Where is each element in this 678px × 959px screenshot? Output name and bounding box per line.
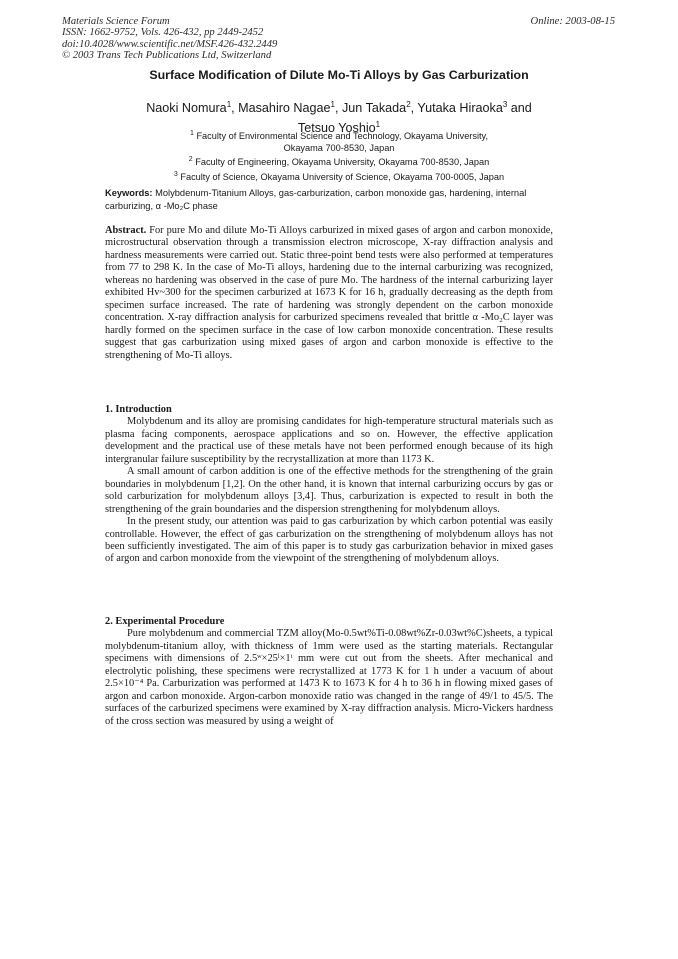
author-name: Jun Takada — [342, 101, 407, 116]
author-name: Tetsuo Yoshio — [297, 120, 376, 135]
experimental-section — [105, 616, 553, 728]
keywords — [105, 187, 555, 212]
keywords-text: Molybdenum-Titanium Alloys, gas-carburization, carbon monoxide gas, hardening, internal carburizing, α -Mo₂C phase — [105, 188, 527, 211]
section-heading: 1. Introduction — [105, 404, 172, 415]
copyright-line: © 2003 Trans Tech Publications Ltd, Switzerland — [62, 49, 272, 61]
author-affil-sup: 3 — [502, 100, 508, 109]
author-affil-sup: 1 — [330, 100, 335, 109]
author-affil-sup: 1 — [226, 100, 232, 109]
author-name: Masahiro Nagae — [238, 101, 331, 116]
abstract-text: For pure Mo and dilute Mo-Ti Alloys carburized in mixed gases of argon and carbon monoxide, microstructural observation through a transmission electron microscope, X-ray diffraction analysis and hardness measurements were carried out. Static three-point bend tests were also performed at temperatures from 77 to 298 K. In the case of Mo-Ti alloys, hardening due to the internal carburizing was recognized, whereas no hardening was observed in the case of pure Mo. The hardness of the internal carburizing layer exhibited Hv~300 for the specimen carburized at 1673 K for 16 h, gradually decreasing as the depth from specimen surface increased. The rate of hardening was strongly dependent on the carbon monoxide concentration. X-ray diffraction analysis for carburized specimens revealed that brittle α -Mo₂C layer was hardly formed on the specimen surface in the case of low carbon monoxide concentration. These results suggest that gas carburization using mixed gases of argon and carbon monoxide is effective to the strengthening of Mo-Ti alloys. — [105, 225, 553, 361]
abstract-label: Abstract. — [105, 225, 147, 236]
paragraph: In the present study, our attention was paid to gas carburization by which carbon potential was easily controllable. However, the effect of gas carburization on the strengthening of molybdenum alloys has not been sufficiently investigated. The aim of this paper is to study gas carburization behavior in mixed gases of argon and carbon monoxide from the viewpoint of the strengthening of molybdenum alloys. — [105, 516, 553, 565]
affil-text: Faculty of Science, Okayama University of Science, Okayama 700-0005, Japan — [180, 171, 505, 182]
affiliation-1-cont: Okayama 700-8530, Japan — [283, 143, 395, 154]
author-name: Naoki Nomura — [146, 101, 227, 116]
affiliation-3 — [0, 169, 678, 183]
online-date: Online: 2003-08-15 — [530, 16, 615, 27]
journal-name: Materials Science Forum — [62, 16, 170, 27]
affiliation-1 — [0, 128, 678, 142]
keywords-label: Keywords: — [105, 188, 153, 198]
introduction-section — [105, 404, 553, 566]
author-affil-sup: 1 — [375, 119, 381, 129]
affil-text: Faculty of Environmental Science and Technology, Okayama University, — [196, 131, 489, 142]
paragraph: Molybdenum and its alloy are promising candidates for high-temperature structural materials such as plasma facing components, aerospace applications and so on. However, the effective application development and the practical use of these metals have not been performed enough because of its high intergranular failure susceptibility by the recrystallization at more than 1173 K. — [105, 416, 553, 465]
paper-title: Surface Modification of Dilute Mo-Ti Alloys by Gas Carburization — [149, 68, 529, 82]
publication-info — [62, 16, 277, 61]
affil-sup: 3 — [173, 170, 178, 178]
paragraph: Pure molybdenum and commercial TZM alloy(Mo-0.5wt%Ti-0.08wt%Zr-0.03wt%C)sheets, a typical molybdenum-titanium alloy, with thickness of 1mm were used as the starting materials. Rectangular specimens with dimensions of 2.5ʷ×25ˡ×1ᵗ mm were cut out from the sheets. After mechanical and electrolytic polishing, these specimens were recrystallized at 1773 K for 1 h under a vacuum of about 2.5×10⁻⁴ Pa. Carburization was performed at 1473 K to 1673 K for 4 h to 36 h in flowing mixed gases of argon and carbon monoxide. Argon-carbon monoxide ratio was changed in the range of 49/1 to 45/5. The surfaces of the carburized specimens were examined by X-ray diffraction analysis. Micro-Vickers hardness of the cross section was measured by using a weight of — [105, 628, 553, 727]
author-affil-sup: 2 — [406, 100, 411, 109]
affil-sup: 1 — [189, 130, 194, 137]
author-conjunction: and — [510, 101, 532, 116]
paragraph: A small amount of carbon addition is one of the effective methods for the strengthening of the grain boundaries in molybdenum [1,2]. On the other hand, it is known that internal carburizing occurs by gas or sold carburization for molybdenum alloys [3,4]. Thus, carburization is expected to result in both the strengthening of the grain boundaries and the dispersion strengthening for molybdenum alloys. — [105, 466, 553, 515]
author-name: Yutaka Hiraoka — [417, 101, 503, 116]
affil-sup: 2 — [188, 156, 193, 164]
abstract — [105, 225, 553, 362]
affiliation-2 — [0, 154, 678, 168]
authors-line-1: Naoki Nomura$^1$, Masahiro Nagae$^1$, Jun Takada$^2$, Yutaka Hiraoka$^3$ and — [146, 100, 532, 116]
issn-line: ISSN: 1662-9752, Vols. 426-432, pp 2449-2452 — [62, 27, 264, 39]
doi-line: doi:10.4028/www.scientific.net/MSF.426-432.2449 — [62, 38, 278, 50]
affil-text: Faculty of Engineering, Okayama University, Okayama 700-8530, Japan — [195, 157, 490, 168]
section-heading: 2. Experimental Procedure — [105, 616, 225, 627]
affiliation-list — [0, 128, 678, 183]
